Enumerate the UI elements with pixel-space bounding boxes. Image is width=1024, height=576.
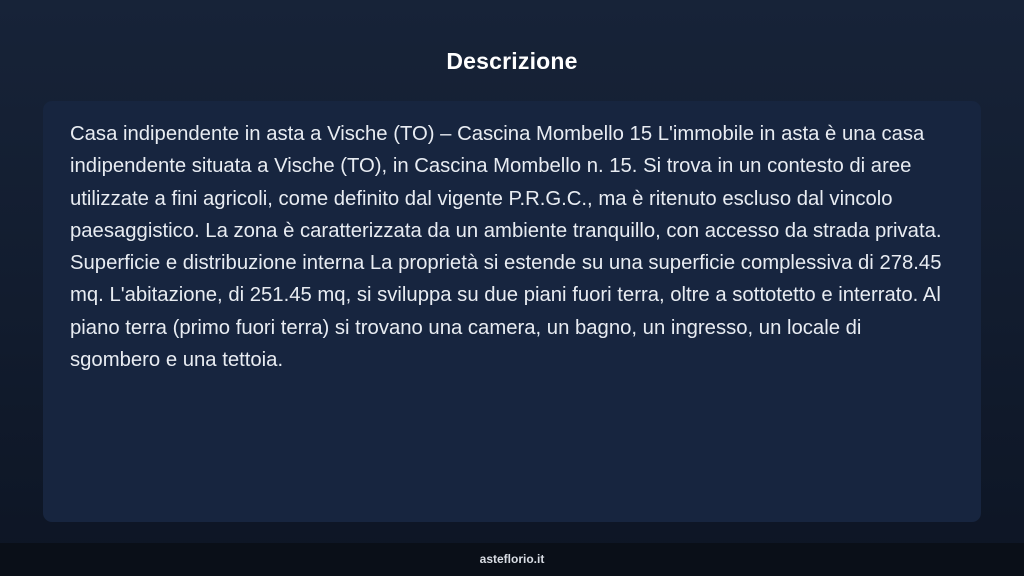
footer xyxy=(0,543,1024,576)
description-card xyxy=(43,101,981,522)
page-title: Descrizione xyxy=(446,48,578,74)
description-text: Casa indipendente in asta a Vische (TO) – Cascina Mombello 15 L'immobile in asta è una casa indipendente situata a Vische (TO), in Cascina Mombello n. 15. Si trova in un contesto di aree utilizzate a fini agricoli, come definito dal vigente P.R.G.C., ma è ritenuto escluso dal vincolo paesaggistico. La zona è caratterizzata da un ambiente tranquillo, con accesso da strada privata. Superficie e distribuzione interna La proprietà si estende su una superficie complessiva di 278.45 mq. L'abitazione, di 251.45 mq, si sviluppa su due piani fuori terra, oltre a sottotetto e interrato. Al piano terra (primo fuori terra) si trovano una camera, un bagno, un ingresso, un locale di sgombero e una tettoia. xyxy=(70,123,942,372)
footer-site-label: asteflorio.it xyxy=(479,552,545,566)
